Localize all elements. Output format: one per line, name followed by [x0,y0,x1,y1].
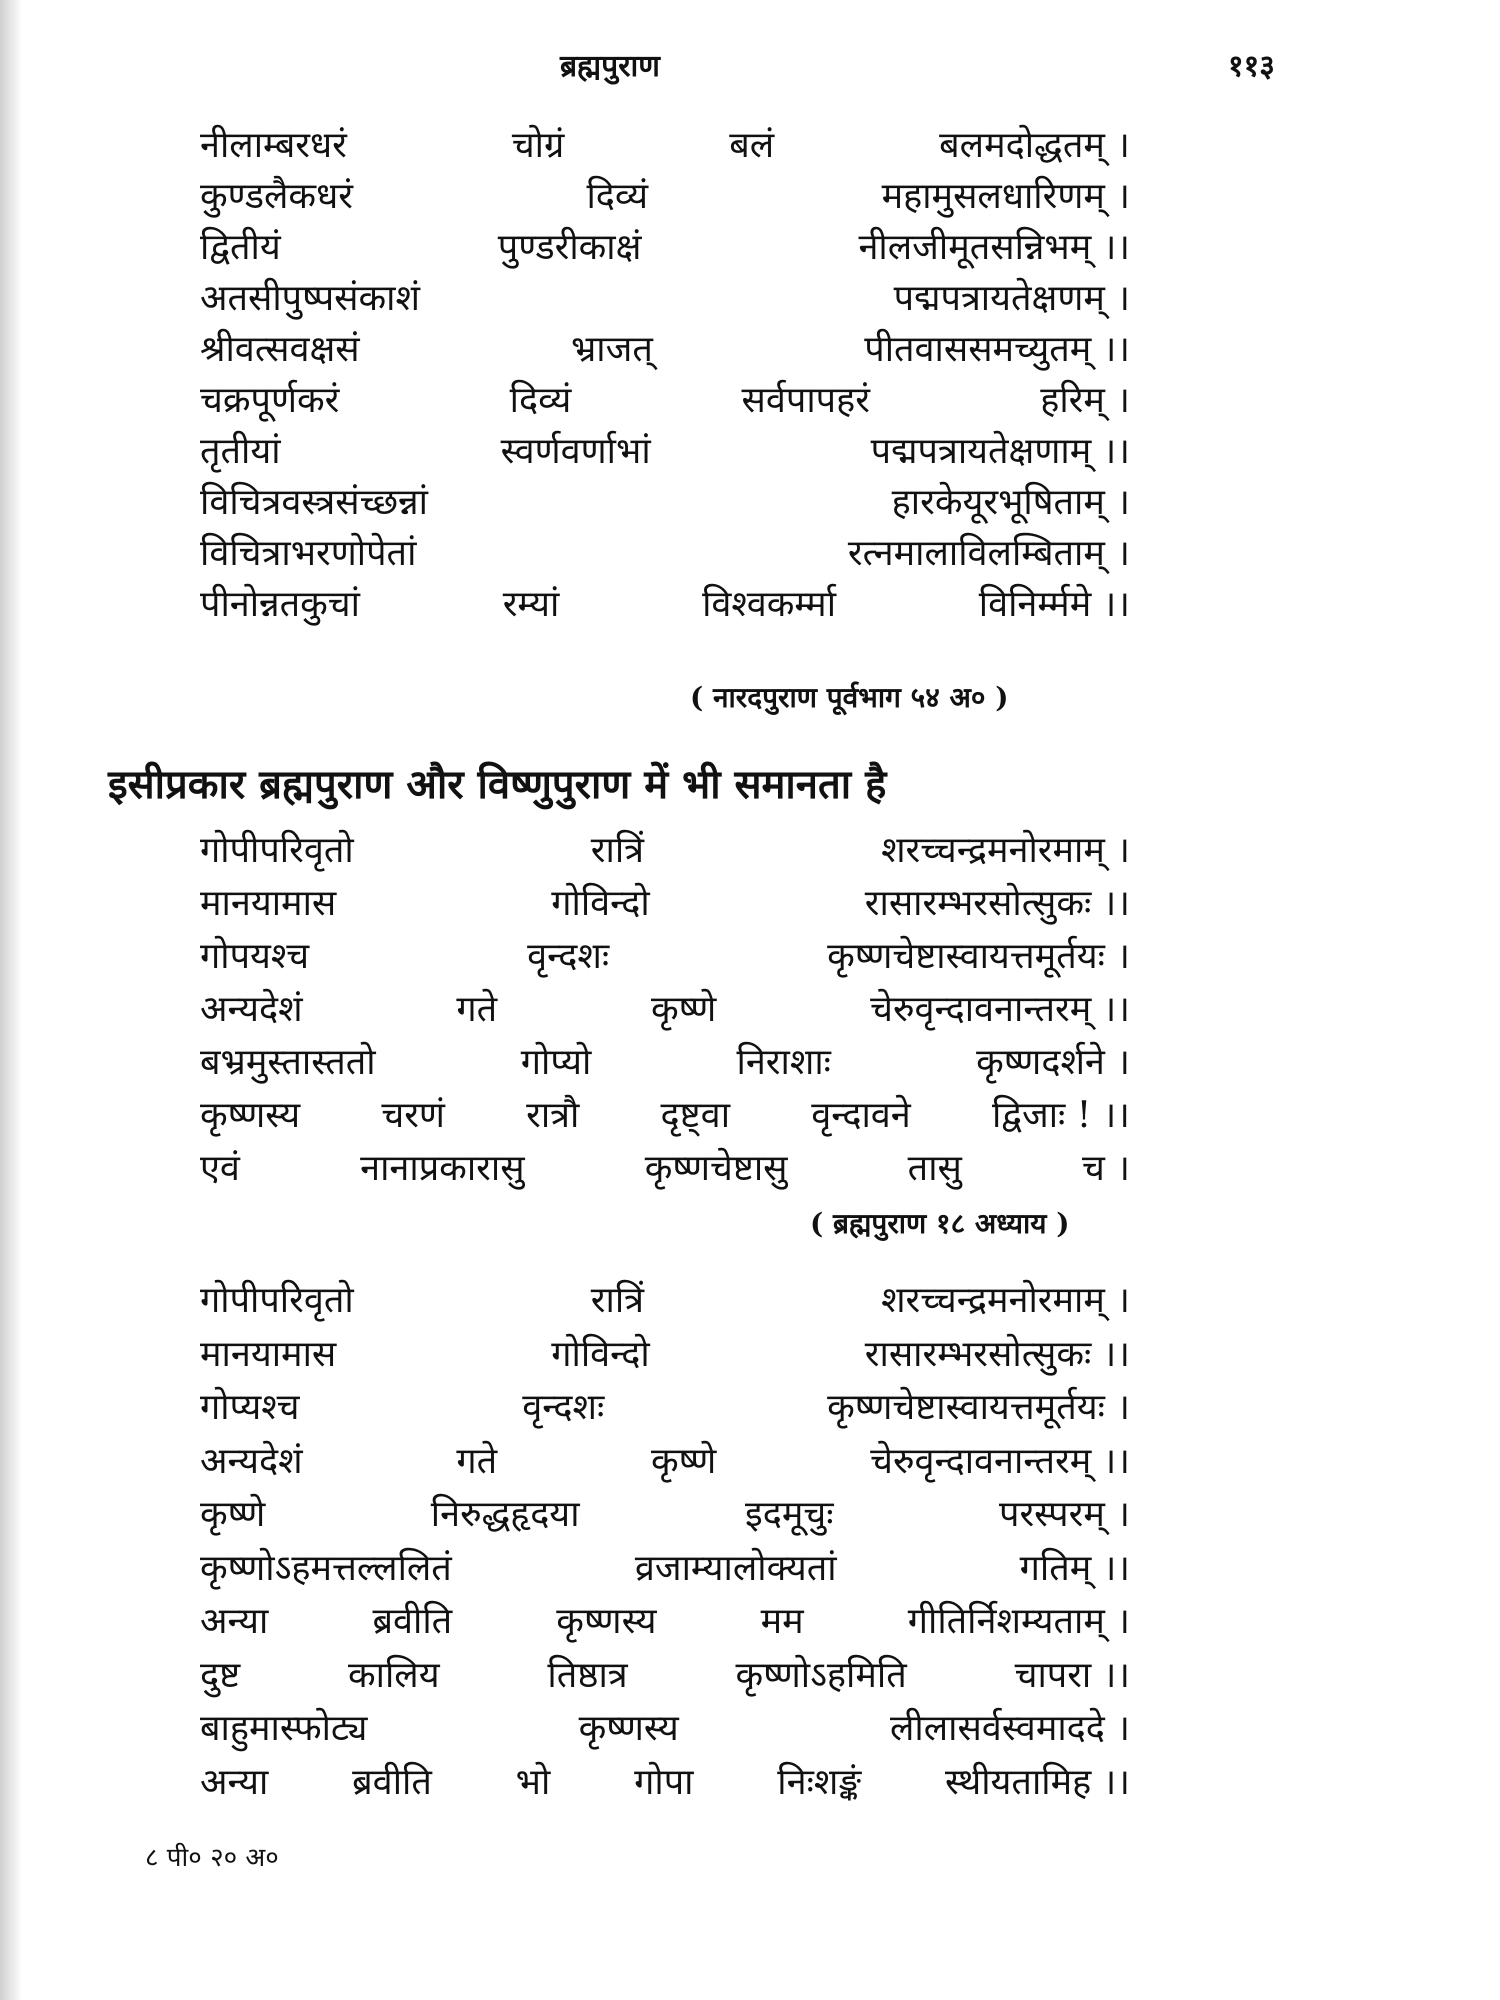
verse-word: पीतवाससमच्युतम् ।। [864,329,1130,370]
verse-line [200,1148,1130,1204]
verse-word: भो [515,1761,551,1803]
verse-word: हारकेयूरभूषिताम् । [891,482,1130,523]
verse-word: कुण्डलैकधरं [200,176,353,217]
verse-word: बलमदोद्धतम् । [939,125,1130,166]
verse-word: गते [456,1440,498,1482]
verse-word: चक्रपूर्णकरं [200,380,340,421]
verse-word: नीलाम्बरधरं [200,125,347,166]
verse-word: कृष्णदर्शने । [976,1042,1130,1083]
verse-word: कृष्णोऽहमत्तल्ललितं [200,1547,452,1589]
verse-word: परस्परम् । [999,1494,1130,1535]
verse-line [200,125,1130,179]
verse-word: दृष्ट्वा [660,1095,731,1136]
verse-word: गोविन्दो [551,883,650,924]
verse-word: रम्यां [502,584,560,625]
verse-word: रासारम्भरसोत्सुकः ।। [864,883,1130,924]
verse-word: गोपीपरिवृतो [200,830,354,871]
verse-word: गते [456,989,498,1030]
footnote: ८ पी० २० अ० [145,1843,279,1873]
verse-word: दिव्यं [509,380,572,421]
verse-word: वृन्दावने [811,1095,911,1136]
verse-line [200,1708,1130,1765]
verse-word: मम [760,1601,804,1642]
verse-line [200,533,1130,587]
verse-word: ब्रवीति [372,1601,453,1642]
verse-word: पीनोन्नतकुचां [200,584,360,625]
verse-line [200,1042,1130,1098]
verse-word: रत्नमालाविलम्बिताम् । [847,533,1130,574]
verse-line [200,1547,1130,1605]
verse-word: द्वितीयं [200,227,281,268]
verse-word: द्विजाः ! ।। [991,1095,1130,1136]
verse-word: दुष्ट [200,1654,241,1696]
verse-word: श्रीवत्सवक्षसं [200,329,360,370]
verse-word: शरच्चन्द्रमनोरमाम् । [881,830,1130,871]
verse-line [200,936,1130,992]
verse-line [200,380,1130,434]
verse-word: कृष्णचेष्टास्वायत्तमूर्तयः । [827,936,1130,977]
verse-word: अन्यदेशं [200,989,303,1030]
verse-word: व्रजाम्यालोक्यतां [634,1547,837,1589]
verse-line [200,431,1130,485]
verse-word: इदमूचुः [745,1494,834,1535]
verse-line [200,1280,1130,1337]
verse-word: अन्या [200,1601,269,1642]
verse-word: गतिम् ।। [1019,1547,1130,1589]
verse-word: निःशङ्कं [777,1761,862,1803]
verse-word: स्वर्णवर्णाभां [500,431,651,472]
verse-word: स्थीयतामिह ।। [944,1761,1130,1803]
verse-line [200,278,1130,332]
verse-word: भ्राजत् [571,329,653,370]
verse-word: रात्रौ [526,1095,580,1136]
verse-word: नानाप्रकारासु [360,1148,525,1189]
verse-word: गोपा [634,1761,694,1803]
verse-word: मानयामास [200,883,337,924]
verse-word: कृष्णे [200,1494,266,1535]
verse-word: अन्यदेशं [200,1440,303,1482]
verse-line [200,1761,1130,1819]
verse-line [200,1387,1130,1444]
verse-word: कृष्णस्य [556,1601,657,1642]
verse-word: विचित्राभरणोपेतां [200,533,417,574]
verse-word: रासारम्भरसोत्सुकः ।। [864,1333,1130,1375]
verse-word: पद्मपत्रायतेक्षणम् । [893,278,1130,319]
verse-word: पुण्डरीकाक्षं [497,227,642,268]
verse-word: रात्रिं [590,1280,645,1321]
verse-line [200,1440,1130,1498]
verse-word: अन्या [200,1761,269,1803]
verse-word: गोप्यश्च [200,1387,300,1428]
running-header-title: ब्रह्मपुराण [560,49,660,84]
page-edge-shadow [0,0,22,2000]
verse-word: वृन्दशः [527,936,610,977]
verse-word: गोविन्दो [551,1333,650,1375]
verse-word: विश्वकर्म्मा [702,584,837,625]
verse-word: चेरुवृन्दावनान्तरम् ।। [870,989,1130,1030]
verse-line [200,227,1130,281]
verse-word: एवं [200,1148,240,1189]
verse-word: वृन्दशः [522,1387,605,1428]
verse-line [200,1494,1130,1551]
verse-word: चरणं [381,1095,445,1136]
verse-word: कृष्णचेष्टासु [644,1148,788,1189]
verse-line [200,830,1130,886]
verse-word: चोग्रं [511,125,565,166]
verse-block-brahma [200,830,1130,1204]
verse-word: च । [1082,1148,1130,1189]
verse-word: चेरुवृन्दावनान्तरम् ।। [870,1440,1130,1482]
verse-word: निरुद्धहृदया [430,1494,580,1535]
verse-word: मानयामास [200,1333,337,1375]
verse-line [200,1095,1130,1151]
verse-line [200,176,1130,230]
verse-word: निराशाः [736,1042,831,1083]
verse-line [200,1601,1130,1658]
verse-word: कृष्णस्य [200,1095,301,1136]
verse-word: पद्मपत्रायतेक्षणाम् ।। [870,431,1130,472]
verse-block-vishnu [200,1280,1130,1818]
verse-block-narada [200,125,1130,638]
verse-line [200,989,1130,1045]
verse-word: गीतिर्निशम्यताम् । [907,1601,1130,1642]
verse-word: कृष्णे [651,1440,717,1482]
verse-word: तासु [907,1148,962,1189]
verse-word: शरच्चन्द्रमनोरमाम् । [881,1280,1130,1321]
verse-line [200,329,1130,383]
verse-word: रात्रिं [590,830,645,871]
verse-word: सर्वपापहरं [741,380,870,421]
verse-word: कालिय [347,1654,440,1696]
verse-word: बाहुमास्फोट्य [200,1708,368,1749]
verse-word: चापरा ।। [1014,1654,1130,1696]
verse-word: तृतीयां [200,431,281,472]
verse-word: नीलजीमूतसन्निभम् ।। [858,227,1130,268]
citation-narada-purana: ( नारदपुराण पूर्वभाग ५४ अ० ) [690,681,1009,714]
verse-word: अतसीपुष्पसंकाशं [200,278,420,319]
verse-word: कृष्णे [651,989,717,1030]
verse-word: हरिम् । [1040,380,1130,421]
verse-word: गोपयश्च [200,936,310,977]
verse-word: ब्रवीति [352,1761,432,1803]
verse-word: बभ्रमुस्तास्ततो [200,1042,376,1083]
verse-line [200,1654,1130,1712]
verse-word: महामुसलधारिणम् । [881,176,1130,217]
verse-word: तिष्ठात्र [547,1654,628,1696]
verse-word: गोपीपरिवृतो [200,1280,354,1321]
verse-line [200,1333,1130,1391]
verse-line [200,482,1130,536]
verse-word: गोप्यो [520,1042,592,1083]
verse-word: विनिर्म्ममे ।। [978,584,1130,625]
verse-word: लीलासर्वस्वमाददे । [889,1708,1130,1749]
verse-word: दिव्यं [586,176,649,217]
verse-line [200,883,1130,939]
page-number: ११३ [1228,49,1275,84]
verse-word: बलं [729,125,775,166]
verse-word: कृष्णचेष्टास्वायत्तमूर्तयः । [827,1387,1130,1428]
verse-word: कृष्णोऽहमिति [735,1654,907,1696]
section-heading: इसीप्रकार ब्रह्मपुराण और विष्णुपुराण में भी समानता है [108,761,887,808]
citation-brahma-purana: ( ब्रह्मपुराण १८ अध्याय ) [810,1207,1070,1240]
verse-word: विचित्रवस्त्रसंच्छन्नां [200,482,428,523]
verse-word: कृष्णस्य [578,1708,679,1749]
verse-line [200,584,1130,638]
